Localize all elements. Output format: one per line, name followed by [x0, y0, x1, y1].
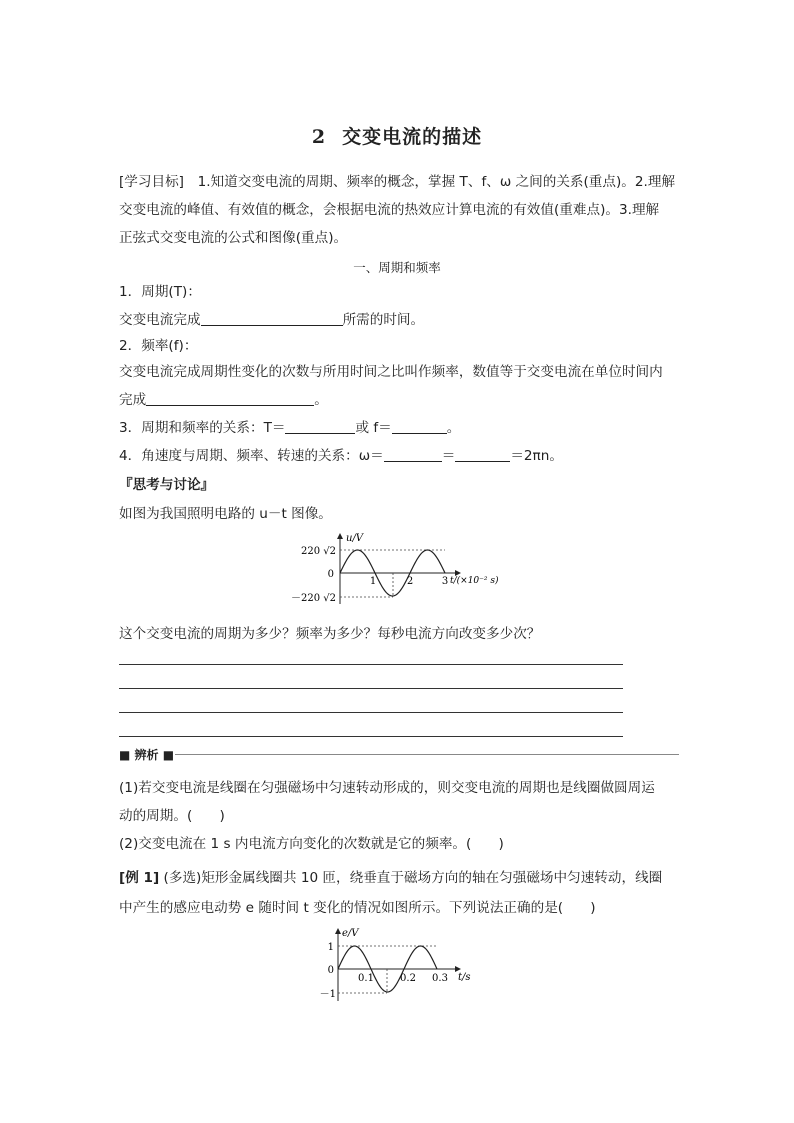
think-intro: 如图为我国照明电路的 u－t 图像。: [119, 506, 332, 522]
x-axis-label: t/(×10⁻² s): [450, 576, 499, 586]
answer-line-1[interactable]: [119, 664, 623, 665]
y-min-label: －220 √2: [291, 593, 336, 604]
fill-blank-5[interactable]: [384, 448, 442, 462]
think-heading: 『思考与讨论』: [119, 477, 215, 493]
x-tick-1: 0.1: [358, 973, 374, 984]
origin-label: 0: [327, 965, 334, 976]
item-3-post: 。: [446, 420, 461, 436]
fill-blank-1[interactable]: [201, 312, 343, 326]
page-title: [0, 122, 794, 149]
x-tick-2: 2: [406, 576, 414, 587]
item-4-pre: 4．角速度与周期、频率、转速的关系：ω＝: [119, 448, 384, 464]
discern-rule: [175, 754, 679, 755]
item-4: [119, 446, 563, 466]
section-heading: 一、周期和频率: [353, 260, 441, 275]
item-1-title: 1．周期(T)：: [119, 284, 201, 300]
x-tick-1: 1: [369, 576, 377, 587]
x-tick-2: 0.2: [400, 973, 416, 984]
item-3-mid: 或 f＝: [355, 420, 392, 436]
y-max-label: 1: [327, 942, 334, 953]
title-number: 2: [311, 126, 327, 148]
goals-line-1: [学习目标] 1.知道交变电流的周期、频率的概念，掌握 T、f、ω 之间的关系(重点)。2.理解: [119, 174, 676, 190]
y-axis-label: e/V: [342, 928, 359, 939]
y-min-label: －1: [319, 989, 336, 1000]
x-axis-label: t/s: [458, 972, 471, 983]
u-t-graph: [290, 530, 520, 610]
answer-line-2[interactable]: [119, 688, 623, 689]
fill-blank-3[interactable]: [285, 420, 355, 434]
e-t-graph: [310, 925, 500, 1005]
item-1-post: 所需的时间。: [342, 312, 425, 328]
item-1-pre: 交变电流完成: [119, 312, 201, 328]
statement-1-line-2: 动的周期。( ): [119, 808, 225, 824]
y-axis-label: u/V: [346, 533, 364, 544]
item-2-line-2: [119, 390, 328, 410]
discern-bar: [119, 746, 679, 762]
example-text-1: (多选)矩形金属线圈共 10 匝，绕垂直于磁场方向的轴在匀强磁场中匀速转动，线圈: [163, 870, 663, 886]
goals-line-2: 交变电流的峰值、有效值的概念，会根据电流的热效应计算电流的有效值(重难点)。3.理解: [119, 202, 660, 218]
item-2-title: 2．频率(f)：: [119, 338, 198, 354]
statement-1-line-1: (1)若交变电流是线圈在匀强磁场中匀速转动形成的，则交变电流的周期也是线圈做圆周运: [119, 780, 655, 796]
discern-label: ■ 辨析 ■: [119, 748, 175, 762]
item-1-body: [119, 310, 424, 330]
x-tick-3: 0.3: [432, 973, 448, 984]
origin-label: 0: [327, 569, 334, 580]
item-3: [119, 418, 460, 438]
example-tag: [例 1]: [119, 870, 160, 886]
fill-blank-6[interactable]: [455, 448, 510, 462]
answer-line-4[interactable]: [119, 736, 623, 737]
item-2-post: 。: [314, 392, 328, 408]
goals-line-3: 正弦式交变电流的公式和图像(重点)。: [119, 230, 348, 246]
item-4-post: ＝2πn。: [510, 448, 563, 464]
answer-line-3[interactable]: [119, 712, 623, 713]
example-line-2: 中产生的感应电动势 e 随时间 t 变化的情况如图所示。下列说法正确的是( ): [119, 900, 596, 916]
fill-blank-2[interactable]: [146, 392, 314, 406]
think-question: 这个交变电流的周期为多少？频率为多少？每秒电流方向改变多少次？: [119, 626, 541, 642]
item-4-eq: ＝: [441, 448, 456, 464]
item-2-line-1: 交变电流完成周期性变化的次数与所用时间之比叫作频率，数值等于交变电流在单位时间内: [119, 364, 663, 380]
fill-blank-4[interactable]: [392, 420, 447, 434]
title-text: 交变电流的描述: [342, 126, 483, 148]
statement-2: (2)交变电流在 1 s 内电流方向变化的次数就是它的频率。( ): [119, 836, 504, 852]
item-3-pre: 3．周期和频率的关系：T＝: [119, 420, 286, 436]
example-line-1: [119, 868, 662, 888]
x-tick-3: 3: [441, 576, 449, 587]
item-2-pre: 完成: [119, 392, 147, 408]
y-max-label: 220 √2: [301, 546, 336, 557]
